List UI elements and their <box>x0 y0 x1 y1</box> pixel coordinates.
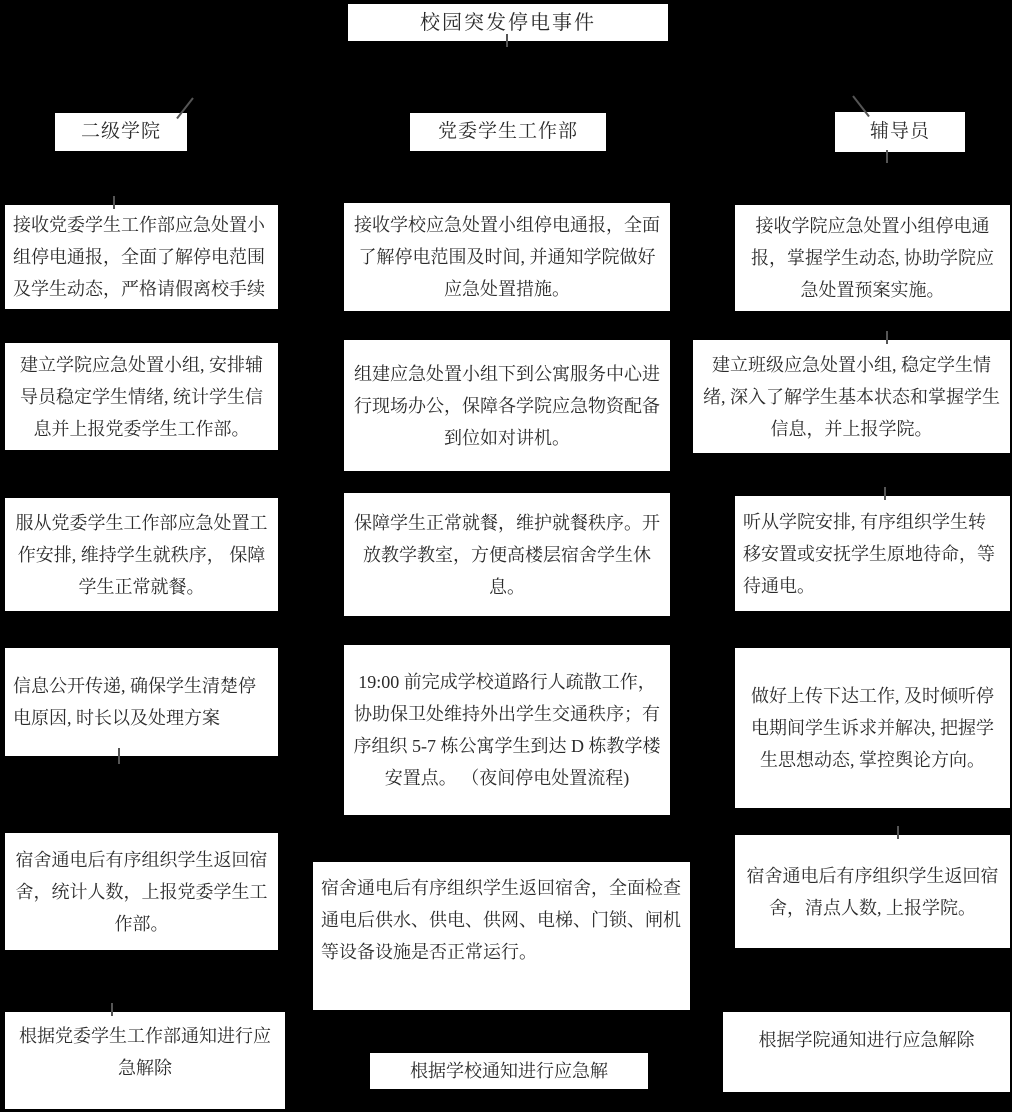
step-box-counselor-5 <box>735 835 1010 948</box>
step-text: 建立班级应急处置小组, 稳定学生情绪, 深入了解学生基本状态和掌握学生信息，并上报学院。 <box>703 354 1000 439</box>
step-box-dept-4 <box>344 645 670 815</box>
column-header-student-work-dept <box>410 113 606 151</box>
step-text: 根据党委学生工作部通知进行应急解除 <box>19 1026 271 1078</box>
step-box-counselor-4 <box>735 648 1010 808</box>
step-text: 组建应急处置小组下到公寓服务中心进行现场办公，保障各学院应急物资配备到位如对讲机。 <box>354 363 660 448</box>
step-box-dept-3 <box>344 493 670 616</box>
step-text: 接收学院应急处置小组停电通报，掌握学生动态, 协助学院应急处置预案实施。 <box>751 216 994 300</box>
column-header-text: 二级学院 <box>80 121 161 142</box>
connector-tick-above-counselor-3 <box>884 487 886 500</box>
column-header-secondary-college <box>55 113 187 151</box>
column-header-counselor <box>835 112 965 152</box>
step-text: 19:00 前完成学校道路行人疏散工作，协助保卫处维持外出学生交通秩序；有序组织 5-7 栋公寓学生到达 D 栋教学楼安置点。 （夜间停电处置流程) <box>353 672 661 788</box>
connector-tick-above-counselor-5 <box>897 826 899 839</box>
step-text: 做好上传下达工作, 及时倾听停电期间学生诉求并解决, 把握学生思想动态, 掌控舆论方向。 <box>751 686 994 770</box>
step-box-college-2 <box>5 343 278 450</box>
step-text: 保障学生正常就餐，维护就餐秩序。开放教学教室，方便高楼层宿舍学生休息。 <box>354 512 660 597</box>
step-box-dept-1 <box>344 203 670 311</box>
column-header-text: 辅导员 <box>869 121 930 142</box>
step-box-dept-6 <box>370 1053 648 1089</box>
connector-tick-above-college-1 <box>113 196 115 209</box>
connector-tick-below-right-header <box>886 150 888 163</box>
connector-tick-above-college-6 <box>111 1003 113 1016</box>
step-box-college-3 <box>5 498 278 611</box>
step-box-counselor-2 <box>693 340 1010 453</box>
step-text: 接收学校应急处置小组停电通报，全面了解停电范围及时间, 并通知学院做好应急处置措施。 <box>354 215 660 299</box>
step-box-counselor-3 <box>735 496 1010 611</box>
step-text: 宿舍通电后有序组织学生返回宿舍，清点人数, 上报学院。 <box>746 865 999 918</box>
flowchart-title-text: 校园突发停电事件 <box>420 11 596 34</box>
step-text: 宿舍通电后有序组织学生返回宿舍，统计人数，上报党委学生工作部。 <box>15 849 268 934</box>
connector-tick-below-title <box>506 34 508 47</box>
column-header-text: 党委学生工作部 <box>437 121 578 142</box>
step-text: 服从党委学生工作部应急处置工作安排, 维持学生就秩序， 保障学生正常就餐。 <box>15 512 268 597</box>
connector-tick-above-counselor-2 <box>886 331 888 344</box>
step-box-college-5 <box>5 833 278 950</box>
step-text: 听从学院安排, 有序组织学生转移安置或安抚学生原地待命，等待通电。 <box>743 511 995 596</box>
step-box-college-4 <box>5 648 278 756</box>
connector-tick-below-college-4 <box>118 748 120 764</box>
step-text: 信息公开传递, 确保学生清楚停电原因, 时长以及处理方案 <box>13 676 256 728</box>
step-box-dept-5 <box>313 862 690 1010</box>
step-text: 接收党委学生工作部应急处置小组停电通报，全面了解停电范围及学生动态，严格请假离校手续 <box>13 215 265 299</box>
step-box-counselor-1 <box>735 205 1010 311</box>
step-text: 根据学院通知进行应急解除 <box>758 1030 975 1050</box>
step-box-college-6 <box>5 1012 285 1109</box>
step-text: 宿舍通电后有序组织学生返回宿舍，全面检查通电后供水、供电、供网、电梯、门锁、闸机等设备设施是否正常运行。 <box>321 878 681 962</box>
flowchart-title-box <box>348 4 668 41</box>
step-box-college-1 <box>5 205 278 309</box>
step-text: 根据学校通知进行应急解 <box>410 1061 608 1081</box>
step-text: 建立学院应急处置小组, 安排辅导员稳定学生情绪, 统计学生信息并上报党委学生工作部。 <box>20 354 263 439</box>
step-box-dept-2 <box>344 340 670 471</box>
step-box-counselor-6 <box>723 1012 1010 1092</box>
